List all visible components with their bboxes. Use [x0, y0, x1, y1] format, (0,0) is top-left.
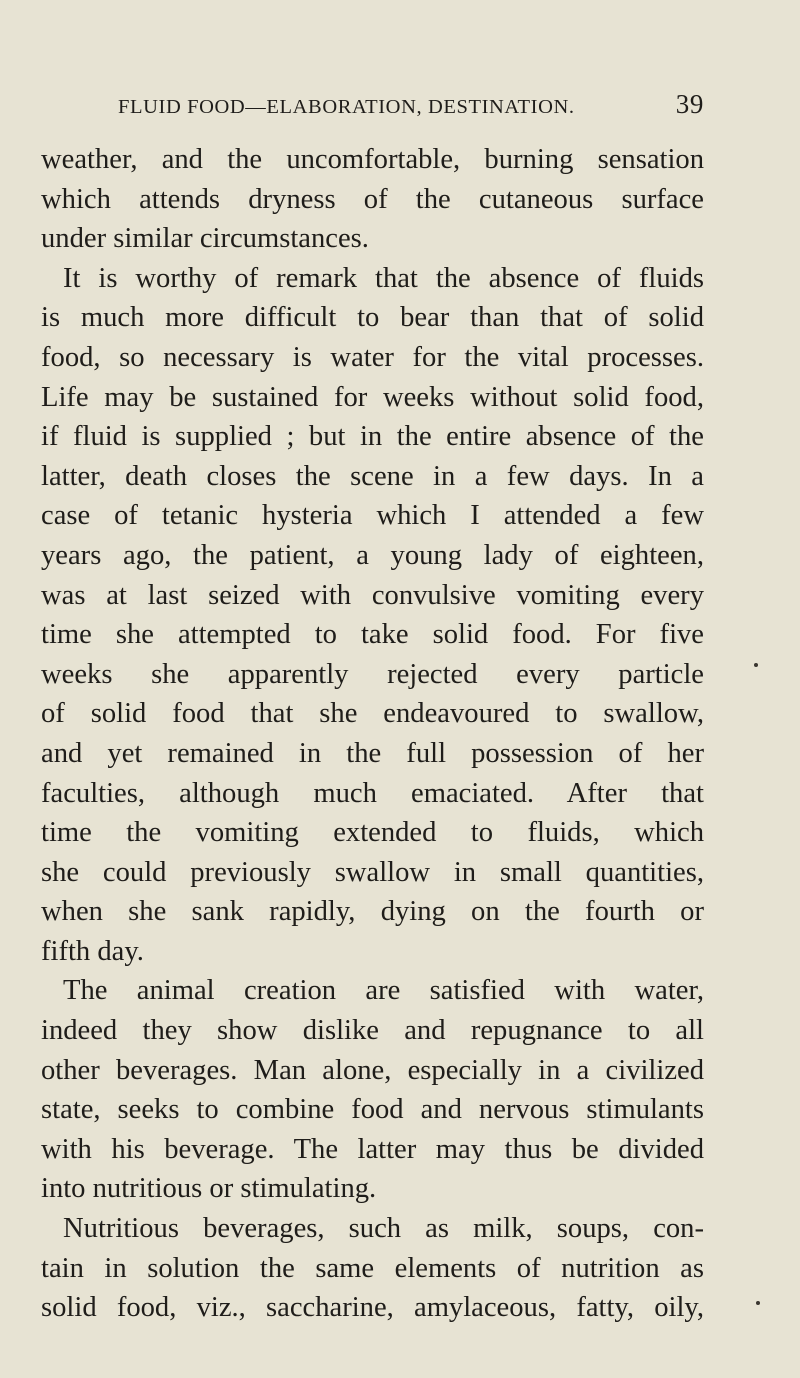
paragraph-start-line: It is worthy of remark that the absence of fluids [63, 262, 704, 294]
text-line: weather, and the uncomfortable, burning sensation [41, 144, 704, 175]
paper-speck [754, 663, 758, 667]
text-line: she could previously swallow in small quantities, [41, 856, 704, 888]
text-line: which attends dryness of the cutaneous surface [41, 183, 704, 215]
text-line: weeks she apparently rejected every particle [41, 658, 704, 690]
paragraph-end-line: fifth day. [41, 935, 144, 967]
text-line: latter, death closes the scene in a few days. In a [41, 460, 704, 492]
paragraph-start-line: Nutritious beverages, such as milk, soups, con- [63, 1213, 704, 1245]
text-line: food, so necessary is water for the vital processes. [41, 341, 704, 373]
text-line: faculties, although much emaciated. After that [41, 777, 704, 809]
text-line: of solid food that she endeavoured to swallow, [41, 698, 704, 730]
text-line: with his beverage. The latter may thus be divided [41, 1133, 704, 1165]
text-line: and yet remained in the full possession of her [41, 737, 704, 769]
running-head [118, 89, 704, 122]
text-line: years ago, the patient, a young lady of eighteen, [41, 539, 704, 571]
text-line: other beverages. Man alone, especially in a civilized [41, 1054, 704, 1086]
text-line: case of tetanic hysteria which I attended a few [41, 500, 704, 532]
text-line: if fluid is supplied ; but in the entire absence of the [41, 421, 704, 453]
running-title: FLUID FOOD—ELABORATION, DESTINATION. [118, 96, 575, 118]
paragraph-end-line: into nutritious or stimulating. [41, 1173, 377, 1205]
text-line: tain in solution the same elements of nutrition as [41, 1252, 704, 1284]
text-line: solid food, viz., saccharine, amylaceous, fatty, oily, [41, 1292, 704, 1324]
text-line: time the vomiting extended to fluids, which [41, 817, 704, 849]
body-text [41, 140, 704, 1328]
paragraph-start-line: The animal creation are satisfied with water, [63, 975, 704, 1007]
text-line: state, seeks to combine food and nervous stimulants [41, 1094, 704, 1126]
page-number: 39 [675, 89, 704, 119]
paragraph-end-line: under similar circumstances. [41, 223, 369, 255]
paper-speck [756, 1301, 760, 1305]
text-line: when she sank rapidly, dying on the fourth or [41, 896, 704, 928]
text-line: is much more difficult to bear than that of solid [41, 302, 704, 334]
text-line: time she attempted to take solid food. For five [41, 619, 704, 651]
text-line: indeed they show dislike and repugnance to all [41, 1015, 704, 1047]
text-line: Life may be sustained for weeks without solid food, [41, 381, 704, 413]
text-line: was at last seized with convulsive vomiting every [41, 579, 704, 611]
